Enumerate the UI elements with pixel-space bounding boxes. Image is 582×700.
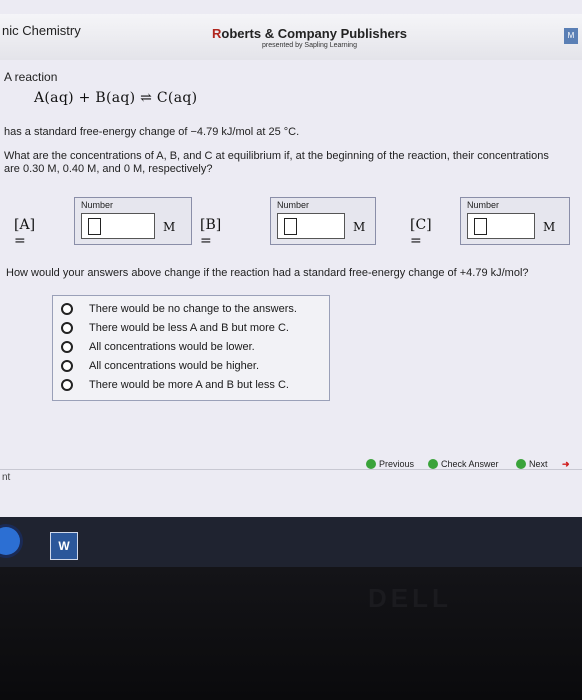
free-energy-text: has a standard free-energy change of −4.79 kJ/mol at 25 °C. bbox=[4, 126, 300, 138]
next-button[interactable] bbox=[516, 459, 548, 469]
check-icon bbox=[428, 459, 438, 469]
radio-button[interactable] bbox=[61, 322, 73, 334]
answer-options bbox=[52, 295, 330, 401]
concentration-c-input[interactable] bbox=[467, 213, 535, 239]
radio-button[interactable] bbox=[61, 360, 73, 372]
word-app-icon[interactable]: W bbox=[50, 532, 78, 560]
concentration-question: What are the concentrations of A, B, and C at equilibrium if, at the beginning of the reaction, their concentrations are 0.30 M, 0.40 M, and 0 M, respectively? bbox=[4, 150, 549, 175]
number-tag: Number bbox=[81, 200, 114, 210]
input-cursor-icon bbox=[284, 218, 297, 235]
previous-label: Previous bbox=[379, 459, 415, 469]
check-answer-button[interactable] bbox=[428, 459, 499, 469]
number-tag: Number bbox=[277, 200, 310, 210]
input-cursor-icon bbox=[474, 218, 487, 235]
answer-label-a: [A] = bbox=[14, 217, 36, 249]
footer-fragment: nt bbox=[2, 472, 11, 483]
answer-box-c bbox=[460, 197, 570, 245]
option-label: There would be more A and B but less C. bbox=[89, 379, 289, 391]
radio-button[interactable] bbox=[61, 379, 73, 391]
presented-by: presented by Sapling Learning bbox=[262, 42, 357, 49]
concentration-a-input[interactable] bbox=[81, 213, 155, 239]
publisher-rest: oberts & Company Publishers bbox=[221, 26, 408, 41]
publisher-name bbox=[212, 26, 407, 41]
next-arrow-icon bbox=[516, 459, 526, 469]
brand-logo: DELL bbox=[368, 583, 452, 613]
unit-label: M bbox=[163, 220, 176, 234]
option-label: All concentrations would be lower. bbox=[89, 341, 255, 353]
unit-label: M bbox=[543, 220, 556, 234]
question-intro: A reaction bbox=[4, 70, 58, 84]
taskbar bbox=[0, 517, 582, 567]
answer-label-b: [B] = bbox=[200, 217, 222, 249]
laptop-bezel bbox=[0, 567, 582, 700]
reaction-equation: A(aq) + B(aq) ⇌ C(aq) bbox=[34, 90, 198, 106]
option-label: There would be less A and B but more C. bbox=[89, 322, 289, 334]
answer-label-c: [C] = bbox=[410, 217, 432, 249]
concentration-b-input[interactable] bbox=[277, 213, 345, 239]
input-cursor-icon bbox=[88, 218, 101, 235]
answer-box-b bbox=[270, 197, 376, 245]
answer-box-a bbox=[74, 197, 192, 245]
number-tag: Number bbox=[467, 200, 500, 210]
previous-button[interactable] bbox=[366, 459, 414, 469]
publisher-initial: R bbox=[212, 26, 222, 41]
header-bar bbox=[0, 14, 582, 60]
divider bbox=[0, 469, 582, 470]
corner-badge[interactable]: M bbox=[564, 28, 578, 44]
check-answer-label: Check Answer bbox=[441, 459, 499, 469]
next-label: Next bbox=[529, 459, 548, 469]
exit-icon[interactable]: ➜ bbox=[562, 459, 570, 469]
radio-button[interactable] bbox=[61, 303, 73, 315]
option-label: All concentrations would be higher. bbox=[89, 360, 259, 372]
course-title: nic Chemistry bbox=[2, 23, 81, 38]
option-label: There would be no change to the answers. bbox=[89, 303, 297, 315]
unit-label: M bbox=[353, 220, 366, 234]
followup-question: How would your answers above change if the reaction had a standard free-energy change of +4.79 kJ/mol? bbox=[6, 267, 529, 279]
previous-arrow-icon bbox=[366, 459, 376, 469]
radio-button[interactable] bbox=[61, 341, 73, 353]
